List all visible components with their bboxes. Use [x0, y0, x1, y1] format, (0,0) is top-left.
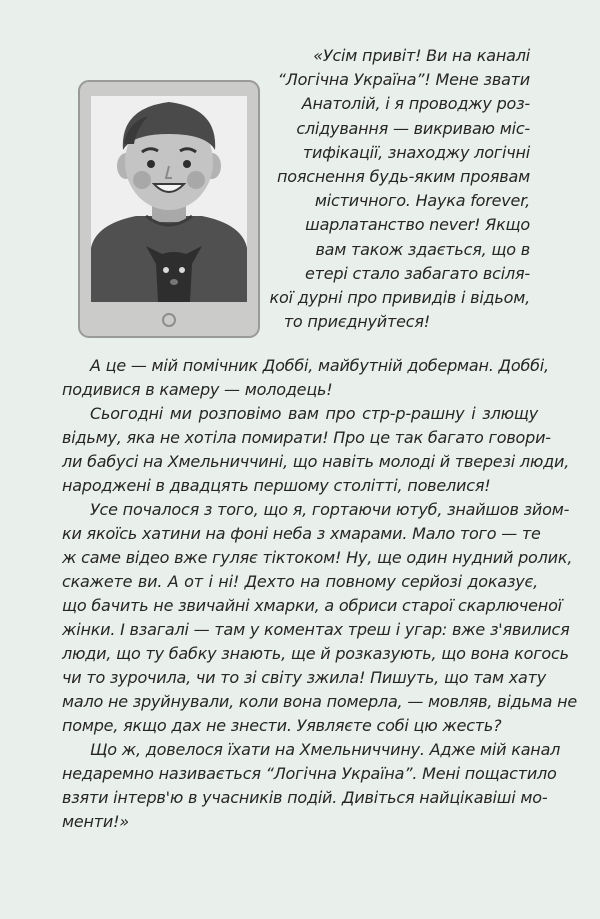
tablet-illustration	[76, 78, 262, 340]
paragraph-line: взяти інтерв'ю в учасників подій. Дивіться найцікавіші мо-	[62, 788, 548, 807]
intro-line: “Логічна Україна”! Мене звати	[277, 70, 530, 90]
paragraph-line: скажете ви. А от і ні! Дехто на повному серйозі доказує,	[62, 572, 538, 591]
paragraph-line: А це — мій помічник Доббі, майбутній доберман. Доббі,	[90, 356, 549, 375]
intro-line: слідування — викриваю міс-	[296, 118, 530, 138]
paragraph-line: Що ж, довелося їхати на Хмельниччину. Адже мій канал	[90, 740, 561, 759]
paragraph-line: мало не зруйнували, коли вона померла, — мовляв, відьма не	[62, 692, 577, 711]
paragraph-line: недаремно називається “Логічна Україна”. Мені пощастило	[62, 764, 557, 783]
intro-line: тифікації, знаходжу логічні	[302, 142, 530, 162]
paragraph-line: народжені в двадцять першому столітті, повелися!	[62, 476, 491, 495]
intro-line: то приєднуйтеся!	[283, 312, 430, 332]
paragraph-line: ж саме відео вже гуляє тіктоком! Ну, ще один нудний ролик,	[62, 548, 573, 567]
paragraph-line: відьму, яка не хотіла помирати! Про це так багато говори-	[62, 428, 551, 447]
paragraph-line: подивися в камеру — молодець!	[62, 380, 333, 399]
paragraph-line: жінки. І взагалі — там у коментах треш і угар: вже з'явилися	[62, 620, 570, 639]
intro-line: етері стало забагато всіля-	[304, 263, 530, 283]
intro-line: «Усім привіт! Ви на каналі	[313, 46, 530, 65]
paragraph-line: люди, що ту бабку знають, ще й розказують, що вона когось	[62, 644, 569, 663]
paragraph-line: помре, якщо дах не знести. Уявляєте собі цю жесть?	[62, 716, 502, 735]
paragraph-line: ли бабусі на Хмельниччині, що навіть молоді й тверезі люди,	[62, 452, 570, 471]
intro-line: Анатолій, і я проводжу роз-	[301, 94, 530, 114]
paragraph-line: менти!»	[62, 812, 129, 831]
intro-line: шарлатанство never! Якщо	[305, 215, 530, 235]
paragraph-line: що бачить не звичайні хмарки, а обриси старої скарлюченої	[62, 596, 562, 615]
paragraph-line: ки якоїсь хатини на фоні неба з хмарами. Мало того — те	[62, 524, 541, 543]
paragraph-line: Усе почалося з того, що я, гортаючи ютуб, знайшов зйом-	[90, 500, 570, 519]
intro-line: пояснення будь-яким проявам	[277, 167, 530, 186]
intro-line: містичного. Наука forever,	[314, 191, 530, 211]
intro-line: вам також здається, що в	[315, 239, 530, 259]
paragraph-line: Сьогодні ми розповімо вам про стр-р-рашну і злющу	[90, 404, 538, 423]
paragraph-line: чи то зурочила, чи то зі світу зжила! Пишуть, що там хату	[62, 668, 547, 687]
intro-line: кої дурні про привидів і відьом,	[269, 288, 530, 307]
